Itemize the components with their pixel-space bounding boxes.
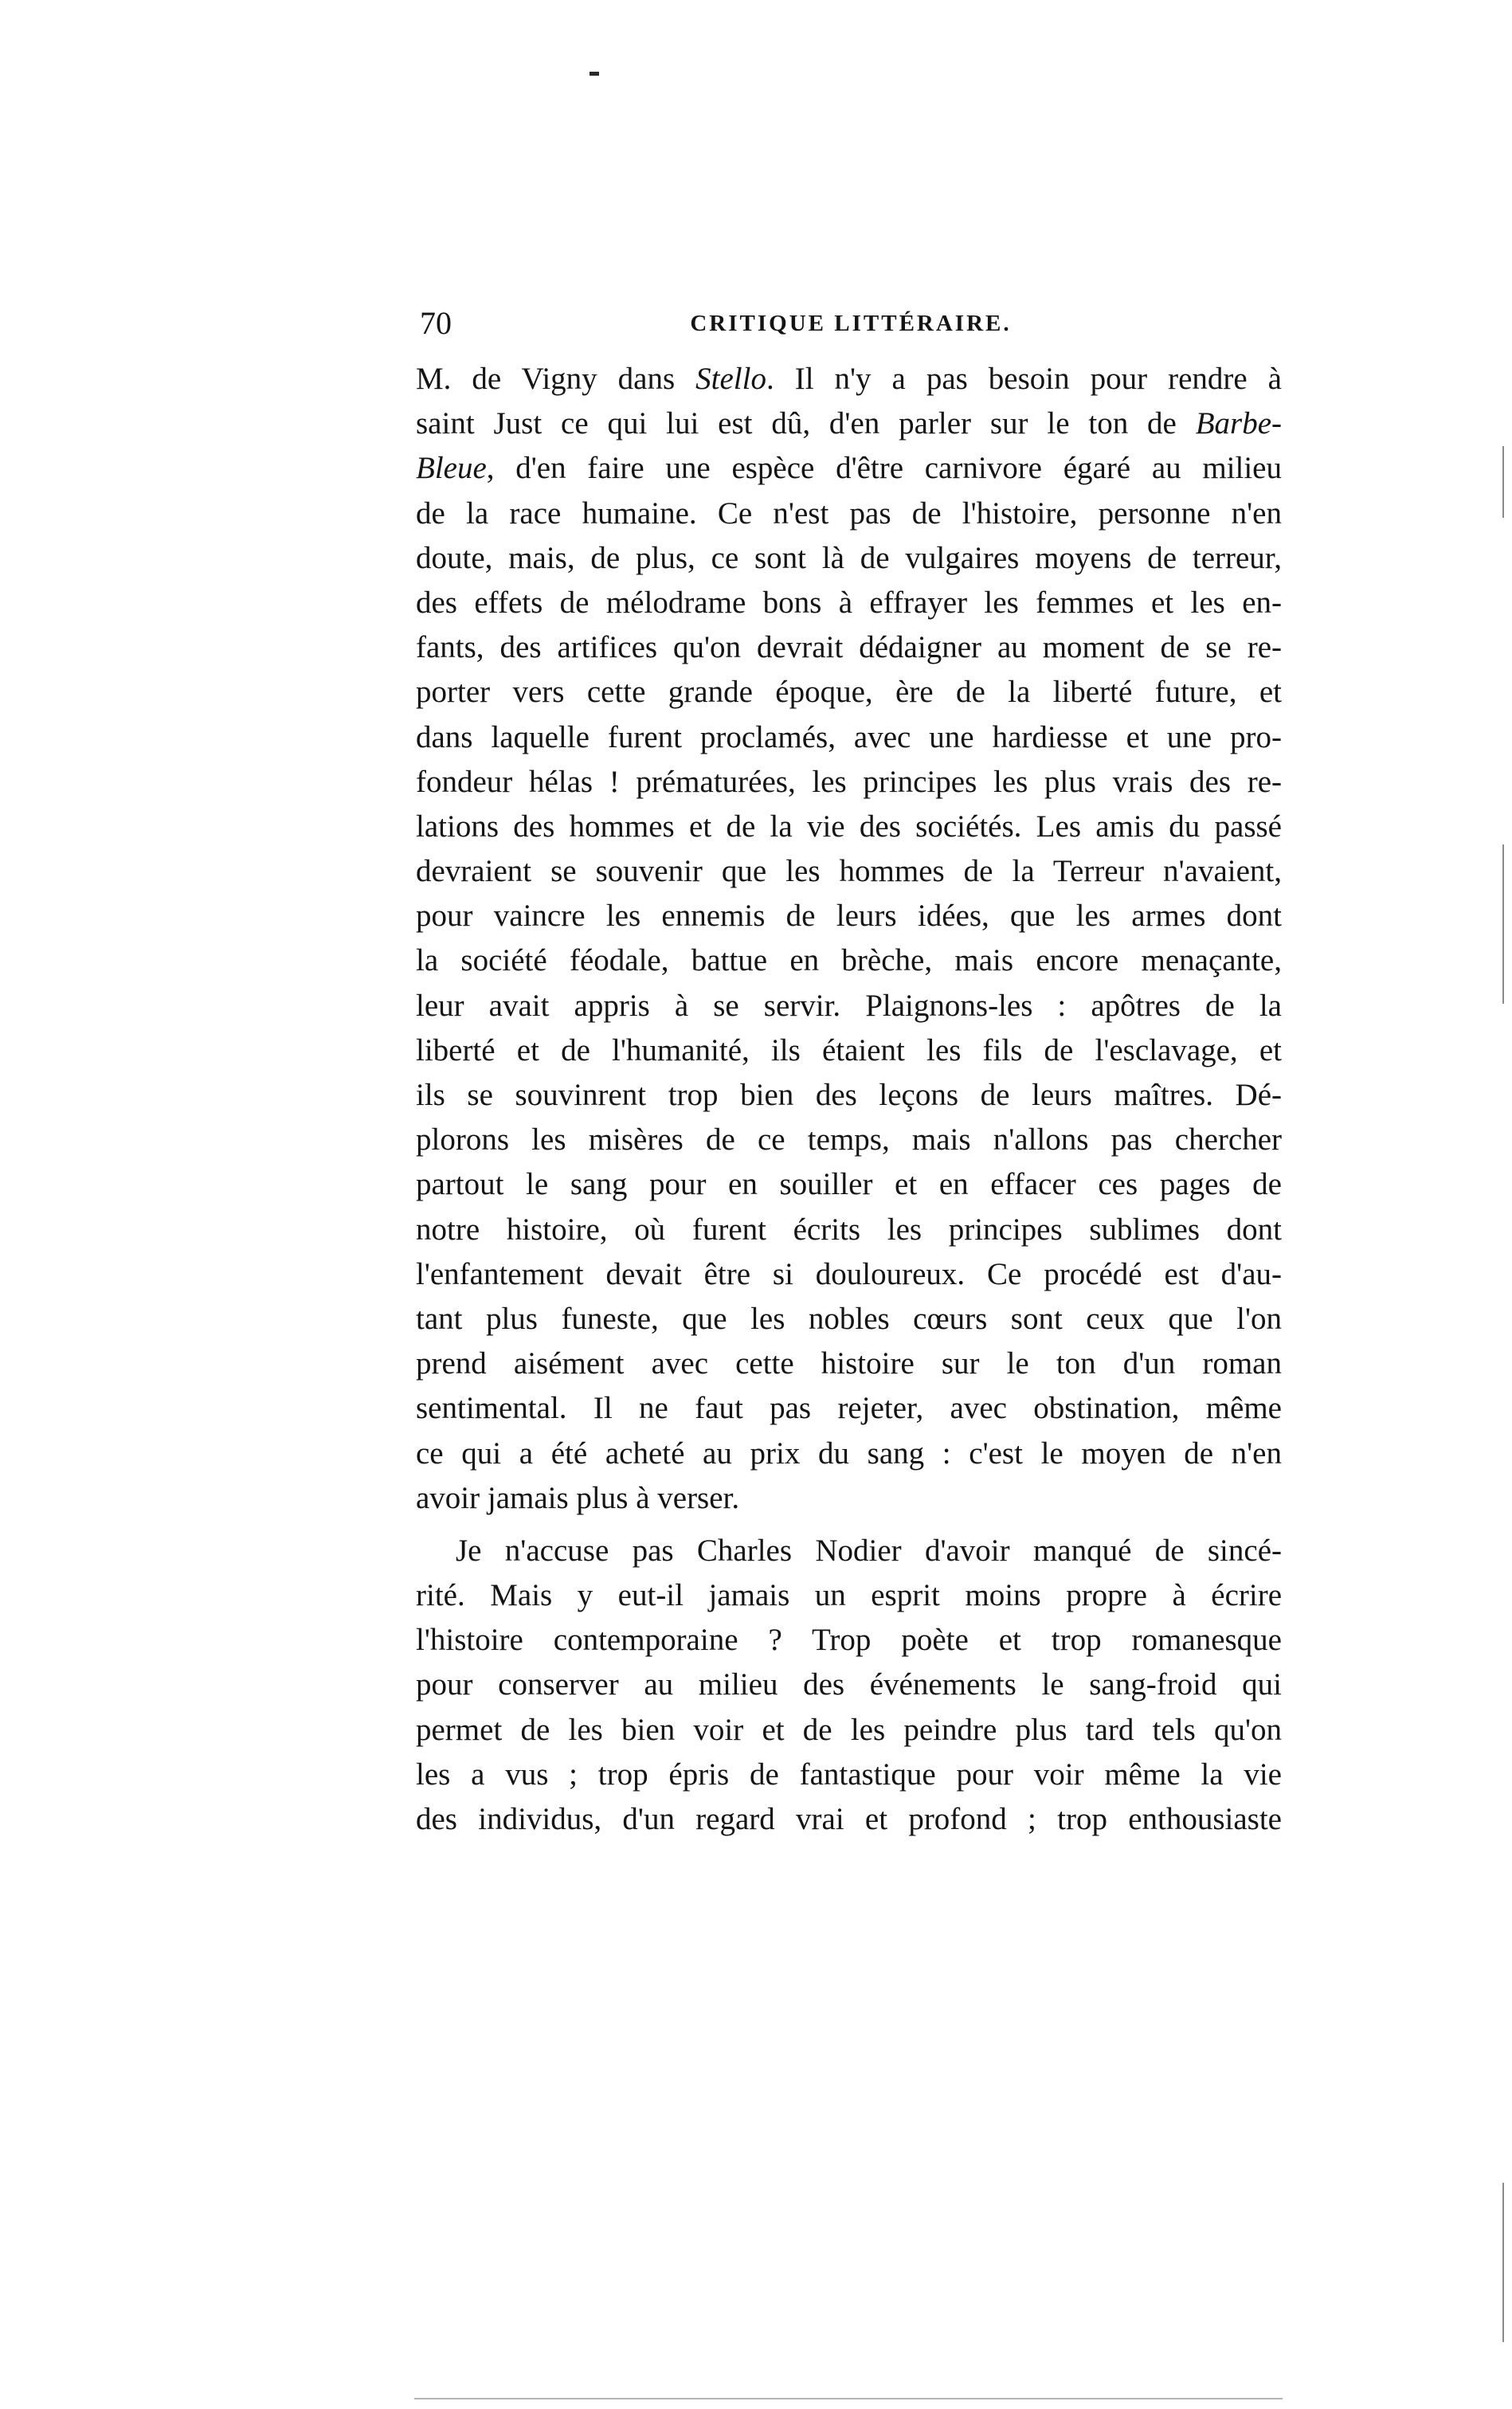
text-line: rité. Mais y eut-il jamais un esprit moins propre à écrire bbox=[416, 1578, 1282, 1613]
text-line: porter vers cette grande époque, ère de la liberté future, et bbox=[416, 675, 1282, 710]
paragraph bbox=[416, 1529, 1282, 1842]
text-line: pour vaincre les ennemis de leurs idées, que les armes dont bbox=[416, 899, 1282, 934]
text-line: pour conserver au milieu des événements le sang-froid qui bbox=[416, 1667, 1282, 1702]
text-line: fants, des artifices qu'on devrait dédaigner au moment de se re- bbox=[416, 630, 1282, 665]
text-line: de la race humaine. Ce n'est pas de l'histoire, personne n'en bbox=[416, 496, 1282, 531]
text-line: partout le sang pour en souiller et en effacer ces pages de bbox=[416, 1167, 1282, 1202]
text-line: prend aisément avec cette histoire sur le ton d'un roman bbox=[416, 1346, 1282, 1381]
text-line: saint Just ce qui lui est dû, d'en parler sur le ton de Barbe- bbox=[416, 406, 1282, 441]
text-line: doute, mais, de plus, ce sont là de vulgaires moyens de terreur, bbox=[416, 540, 1282, 575]
paragraph bbox=[416, 357, 1282, 1521]
text-line: fondeur hélas ! prématurées, les principes les plus vrais des re- bbox=[416, 764, 1282, 799]
text-line: ce qui a été acheté au prix du sang : c'est le moyen de n'en bbox=[416, 1436, 1282, 1471]
text-line: des individus, d'un regard vrai et profond ; trop enthousiaste bbox=[416, 1802, 1282, 1836]
text-line: devraient se souvenir que les hommes de la Terreur n'avaient, bbox=[416, 854, 1282, 889]
scan-edge-line-right bbox=[1502, 446, 1504, 518]
text-line: notre histoire, où furent écrits les principes sublimes dont bbox=[416, 1212, 1282, 1247]
body-text bbox=[416, 357, 1282, 1842]
text-line: Bleue, d'en faire une espèce d'être carnivore égaré au milieu bbox=[416, 451, 1282, 486]
text-line: liberté et de l'humanité, ils étaient les fils de l'esclavage, et bbox=[416, 1032, 1282, 1067]
text-line: lations des hommes et de la vie des sociétés. Les amis du passé bbox=[416, 809, 1282, 844]
text-line: plorons les misères de ce temps, mais n'allons pas chercher bbox=[416, 1122, 1282, 1157]
page-header bbox=[420, 300, 1282, 347]
text-line: leur avait appris à se servir. Plaignons-les : apôtres de la bbox=[416, 988, 1282, 1023]
text-line: avoir jamais plus à verser. bbox=[416, 1480, 740, 1515]
text-line: ils se souvinrent trop bien des leçons de leurs maîtres. Dé- bbox=[416, 1078, 1282, 1112]
text-line: sentimental. Il ne faut pas rejeter, avec obstination, même bbox=[416, 1391, 1282, 1426]
text-line: M. de Vigny dans Stello. Il n'y a pas besoin pour rendre à bbox=[416, 362, 1282, 396]
text-line: l'enfantement devait être si douloureux. Ce procédé est d'au- bbox=[416, 1256, 1282, 1291]
paragraph-gap bbox=[416, 1521, 1282, 1529]
text-line: des effets de mélodrame bons à effrayer les femmes et les en- bbox=[416, 585, 1282, 620]
text-line: Je n'accuse pas Charles Nodier d'avoir manqué de sincé- bbox=[456, 1533, 1282, 1568]
text-line: l'histoire contemporaine ? Trop poète et trop romanesque bbox=[416, 1623, 1282, 1658]
scan-bottom-rule bbox=[414, 2398, 1283, 2399]
page-number: 70 bbox=[420, 305, 452, 341]
text-line: les a vus ; trop épris de fantastique pour voir même la vie bbox=[416, 1757, 1282, 1792]
scan-speck bbox=[590, 72, 599, 76]
text-line: tant plus funeste, que les nobles cœurs sont ceux que l'on bbox=[416, 1301, 1282, 1336]
running-head: CRITIQUE LITTÉRAIRE. bbox=[690, 311, 1012, 336]
scan-edge-line-right bbox=[1502, 844, 1504, 1004]
text-line: permet de les bien voir et de les peindre plus tard tels qu'on bbox=[416, 1712, 1282, 1747]
text-line: la société féodale, battue en brèche, mais encore menaçante, bbox=[416, 943, 1282, 978]
text-line: dans laquelle furent proclamés, avec une hardiesse et une pro- bbox=[416, 719, 1282, 754]
scan-edge-line-right bbox=[1502, 2183, 1504, 2342]
